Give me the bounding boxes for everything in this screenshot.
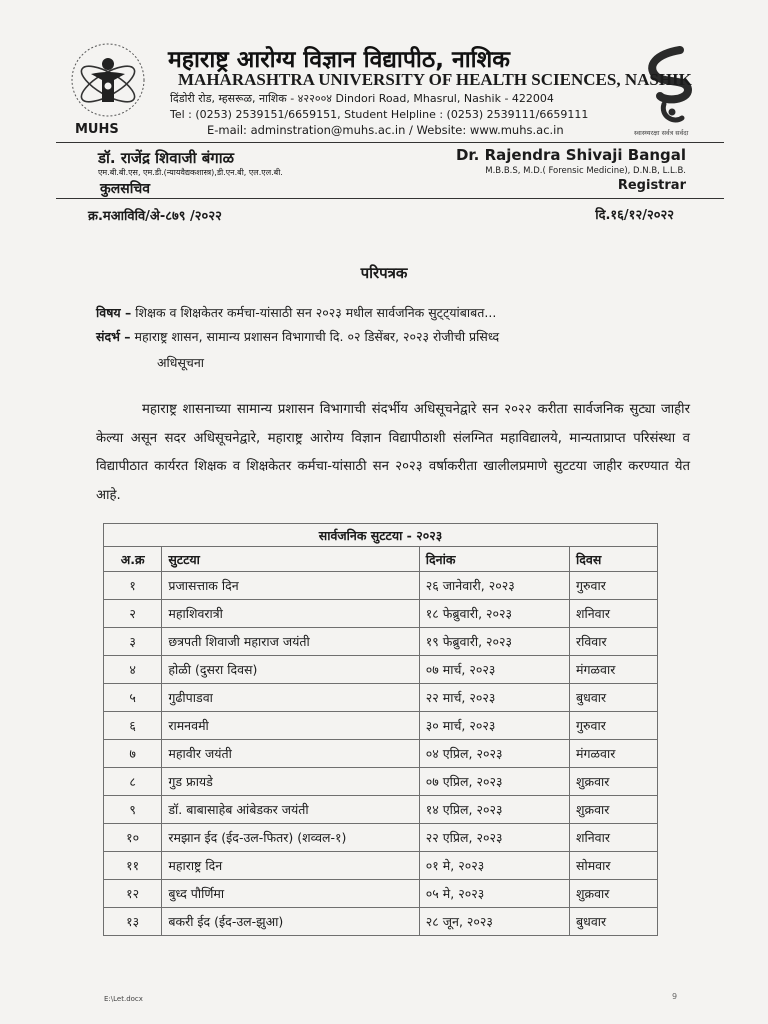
cell-day: बुधवार <box>570 684 658 712</box>
signatory-name-english: Dr. Rajendra Shivaji Bangal <box>455 146 686 164</box>
cell-serial: ५ <box>104 684 162 712</box>
cell-holiday: रामनवमी <box>162 712 419 740</box>
table-row <box>104 572 658 600</box>
cell-holiday: गुढीपाडवा <box>162 684 419 712</box>
university-email-website: E-mail: adminstration@muhs.ac.in / Website: www.muhs.ac.in <box>207 123 564 137</box>
cell-day: मंगळवार <box>570 740 658 768</box>
logo-text: MUHS <box>75 122 119 137</box>
table-row <box>104 824 658 852</box>
cell-date: ०५ मे, २०२३ <box>419 880 569 908</box>
university-name-marathi: महाराष्ट्र आरोग्य विज्ञान विद्यापीठ, नाशिक <box>168 47 510 73</box>
cell-holiday: बकरी ईद (ईद-उल-झुआ) <box>162 908 419 936</box>
column-header-serial: अ.क्र <box>104 547 162 572</box>
table-row <box>104 796 658 824</box>
table-row <box>104 656 658 684</box>
cell-serial: १० <box>104 824 162 852</box>
cell-holiday: डॉ. बाबासाहेब आंबेडकर जयंती <box>162 796 419 824</box>
cell-holiday: होळी (दुसरा दिवस) <box>162 656 419 684</box>
table-row <box>104 908 658 936</box>
cell-day: गुरुवार <box>570 712 658 740</box>
cell-serial: ४ <box>104 656 162 684</box>
cell-holiday: महावीर जयंती <box>162 740 419 768</box>
signatory-divider <box>56 198 724 199</box>
cell-serial: ७ <box>104 740 162 768</box>
cell-day: शुक्रवार <box>570 880 658 908</box>
cell-day: बुधवार <box>570 908 658 936</box>
footer-page-mark: 9 <box>672 992 678 1001</box>
footer-file-path: E:\Let.docx <box>104 995 143 1003</box>
column-header-holiday: सुटटया <box>162 547 419 572</box>
cell-day: रविवार <box>570 628 658 656</box>
cell-date: १४ एप्रिल, २०२३ <box>419 796 569 824</box>
motto-text: स्वास्थ्यरक्षा सर्वत्र सर्वदा <box>634 129 689 137</box>
cell-holiday: रमझान ईद (ईद-उल-फितर) (शव्वल-१) <box>162 824 419 852</box>
cell-date: २२ एप्रिल, २०२३ <box>419 824 569 852</box>
cell-serial: १२ <box>104 880 162 908</box>
table-body <box>104 572 658 936</box>
cell-serial: ९ <box>104 796 162 824</box>
cell-date: ०७ एप्रिल, २०२३ <box>419 768 569 796</box>
table-title: सार्वजनिक सुटटया - २०२३ <box>104 524 658 547</box>
cell-holiday: छत्रपती शिवाजी महाराज जयंती <box>162 628 419 656</box>
cell-date: ०७ मार्च, २०२३ <box>419 656 569 684</box>
subject-line <box>96 304 496 321</box>
university-name-english: MAHARASHTRA UNIVERSITY OF HEALTH SCIENCES, NASHIK <box>178 70 692 89</box>
reference-text-continued: अधिसूचना <box>157 355 205 370</box>
cell-serial: २ <box>104 600 162 628</box>
cell-day: गुरुवार <box>570 572 658 600</box>
table-row <box>104 880 658 908</box>
signatory-designation-english: Registrar <box>617 178 686 193</box>
cell-date: ०४ एप्रिल, २०२३ <box>419 740 569 768</box>
reference-number: क्र.मआविवि/अे-८७९ /२०२२ <box>88 209 222 224</box>
cell-holiday: प्रजासत्ताक दिन <box>162 572 419 600</box>
cell-date: ३० मार्च, २०२३ <box>419 712 569 740</box>
signatory-designation-marathi: कुलसचिव <box>100 181 151 197</box>
header-divider <box>56 142 724 143</box>
signatory-qualification-english: M.B.B.S, M.D.( Forensic Medicine), D.N.B, L.L.B. <box>485 166 686 176</box>
cell-day: मंगळवार <box>570 656 658 684</box>
cell-serial: ११ <box>104 852 162 880</box>
signatory-qualification-marathi: एम.बी.बी.एस, एम.डी.(न्यायवैद्यकशास्त्र),डी.एन.बी, एल.एल.बी. <box>98 168 283 177</box>
cell-day: शुक्रवार <box>570 796 658 824</box>
cell-day: शनिवार <box>570 824 658 852</box>
cell-date: २६ जानेवारी, २०२३ <box>419 572 569 600</box>
table-row <box>104 852 658 880</box>
subject-text: शिक्षक व शिक्षकेतर कर्मचा-यांसाठी सन २०२३ मधील सार्वजनिक सुट्ट्यांबाबत... <box>135 305 497 320</box>
cell-holiday: गुड फ्रायडे <box>162 768 419 796</box>
reference-text: महाराष्ट्र शासन, सामान्य प्रशासन विभागाची दि. ०२ डिसेंबर, २०२३ रोजीची प्रसिध्द <box>134 329 500 344</box>
holiday-table <box>103 523 658 936</box>
column-header-date: दिनांक <box>419 547 569 572</box>
cell-date: ०१ मे, २०२३ <box>419 852 569 880</box>
university-telephone: Tel : (0253) 2539151/6659151, Student Helpline : (0253) 2539111/6659111 <box>170 108 589 121</box>
cell-day: शुक्रवार <box>570 768 658 796</box>
university-address: दिंडोरी रोड, म्हसरूळ, नाशिक - ४२२००४ Dindori Road, Mhasrul, Nashik - 422004 <box>170 92 554 105</box>
table-row <box>104 684 658 712</box>
circular-title: परिपत्रक <box>360 264 408 282</box>
table-row <box>104 740 658 768</box>
table-header-row <box>104 547 658 572</box>
cell-holiday: बुध्द पौर्णिमा <box>162 880 419 908</box>
table-row <box>104 628 658 656</box>
emblem-icon <box>630 44 706 140</box>
cell-holiday: महाशिवरात्री <box>162 600 419 628</box>
signatory-name-marathi: डॉ. राजेंद्र शिवाजी बंगाळ <box>98 149 235 167</box>
cell-date: १९ फेब्रुवारी, २०२३ <box>419 628 569 656</box>
table-row <box>104 600 658 628</box>
cell-serial: ८ <box>104 768 162 796</box>
cell-date: २२ मार्च, २०२३ <box>419 684 569 712</box>
reference-line <box>96 328 499 345</box>
subject-label: विषय – <box>96 305 132 320</box>
column-header-day: दिवस <box>570 547 658 572</box>
cell-serial: १ <box>104 572 162 600</box>
document-date: दि.१६/१२/२०२२ <box>595 208 674 223</box>
cell-serial: ३ <box>104 628 162 656</box>
cell-date: १८ फेब्रुवारी, २०२३ <box>419 600 569 628</box>
table-row <box>104 712 658 740</box>
cell-day: सोमवार <box>570 852 658 880</box>
cell-day: शनिवार <box>570 600 658 628</box>
body-paragraph <box>96 396 690 510</box>
cell-holiday: महाराष्ट्र दिन <box>162 852 419 880</box>
cell-serial: १३ <box>104 908 162 936</box>
body-paragraph-text: महाराष्ट्र शासनाच्या सामान्य प्रशासन विभागाची संदर्भीय अधिसूचनेद्वारे सन २०२२ करीता सार्वजनिक सुट्या जाहीर केल्या असून सदर अधिसूचनेद्वारे, महाराष्ट्र आरोग्य विज्ञान विद्यापीठाशी संलग्नित महाविद्यालये, मान्यताप्राप्त परिसंस्था व विद्यापीठात कार्यरत शिक्षक व शिक्षकेतर कर्मचा-यांसाठी सन २०२३ वर्षाकरीता खालीलप्रमाणे सुटटया जाहीर करण्यात येत आहे. <box>96 402 690 503</box>
cell-serial: ६ <box>104 712 162 740</box>
cell-date: २८ जून, २०२३ <box>419 908 569 936</box>
table-row <box>104 768 658 796</box>
reference-label: संदर्भ – <box>96 329 131 344</box>
